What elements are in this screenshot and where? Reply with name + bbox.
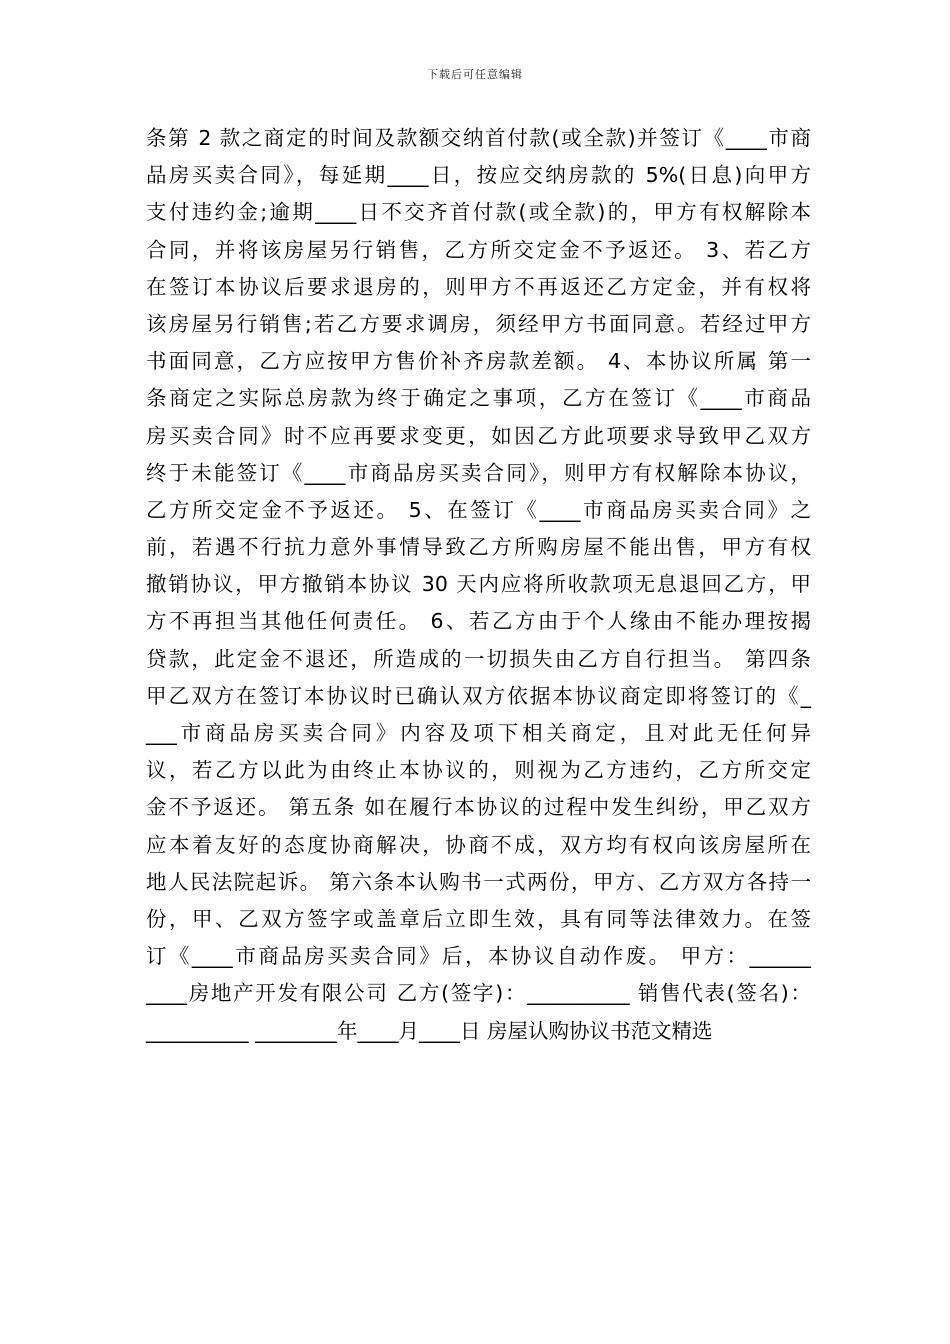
- text-line: 乙方所交定金不予返还。 5、在签订《____市商品房买卖合同》之: [146, 497, 811, 522]
- text-line: 议，若乙方以此为由终止本协议的，则视为乙方违约，乙方所交定: [146, 758, 811, 783]
- text-line: 房买卖合同》时不应再要求变更，如因乙方此项要求导致甲乙双方: [146, 423, 811, 448]
- text-line: 条第 2 款之商定的时间及款额交纳首付款(或全款)并签订《____市商: [146, 126, 811, 150]
- text-line: 贷款，此定金不退还，所造成的一切损失由乙方自行担当。 第四条: [146, 646, 811, 671]
- text-line: 地人民法院起诉。 第六条本认购书一式两份，甲方、乙方双方各持一: [146, 869, 811, 894]
- text-line: 甲乙双方在签订本协议时已确认双方依据本协议商定即将签订的《_: [146, 683, 811, 708]
- text-line: __________ ________年____月____日 房屋认购协议书范文精选: [146, 1018, 713, 1043]
- text-line: 订《____市商品房买卖合同》后，本协议自动作废。 甲方：______: [146, 944, 811, 969]
- text-line: 前，若遇不行抗力意外事情导致乙方所购房屋不能出售，甲方有权: [146, 535, 811, 560]
- text-line: ___市商品房买卖合同》内容及项下相关商定，且对此无任何异: [146, 721, 811, 745]
- document-body: [146, 120, 811, 1050]
- text-line: ____房地产开发有限公司 乙方(签字)：__________ 销售代表(签名)：: [146, 981, 811, 1006]
- text-line: 在签订本协议后要求退房的，则甲方不再返还乙方定金，并有权将: [146, 274, 811, 299]
- text-line: 合同，并将该房屋另行销售，乙方所交定金不予返还。 3、若乙方: [146, 237, 811, 262]
- text-line: 金不予返还。 第五条 如在履行本协议的过程中发生纠纷，甲乙双方: [146, 795, 811, 820]
- text-line: 方不再担当其他任何责任。 6、若乙方由于个人缘由不能办理按揭: [146, 609, 811, 634]
- text-line: 条商定之实际总房款为终于确定之事项，乙方在签订《____市商品: [146, 386, 811, 411]
- text-line: 终于未能签订《____市商品房买卖合同》，则甲方有权解除本协议，: [146, 460, 811, 485]
- page-header: 下载后可任意编辑: [427, 68, 523, 81]
- text-line: 撤销协议，甲方撤销本协议 30 天内应将所收款项无息退回乙方，甲: [146, 572, 811, 597]
- text-line: 应本着友好的态度协商解决，协商不成，双方均有权向该房屋所在: [146, 832, 811, 857]
- text-line: 品房买卖合同》，每延期____日，按应交纳房款的 5%(日息)向甲方: [146, 163, 811, 188]
- text-line: 该房屋另行销售;若乙方要求调房，须经甲方书面同意。若经过甲方: [146, 311, 811, 336]
- text-line: 支付违约金;逾期____日不交齐首付款(或全款)的，甲方有权解除本: [146, 200, 811, 225]
- text-line: 书面同意，乙方应按甲方售价补齐房款差额。 4、本协议所属 第一: [146, 349, 811, 374]
- text-line: 份，甲、乙双方签字或盖章后立即生效，具有同等法律效力。在签: [146, 906, 811, 931]
